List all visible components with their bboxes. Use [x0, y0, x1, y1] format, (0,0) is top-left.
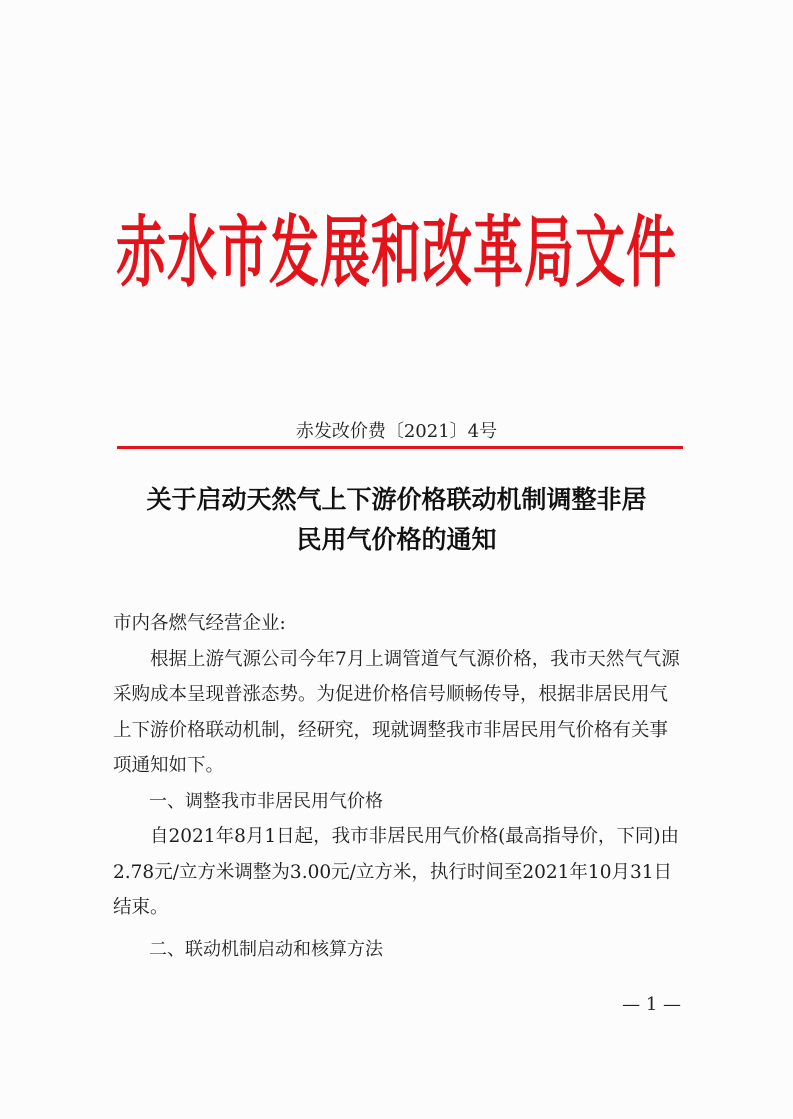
section-1-paragraph: 自2021年8月1日起，我市非居民用气价格(最高指导价，下同)由2.78元/立方米调整为3.00元/立方米，执行时间至2021年10月31日结束。	[113, 826, 680, 918]
page-number: — 1 —	[622, 994, 681, 1015]
notice-title	[0, 480, 793, 560]
intro-paragraph: 根据上游气源公司今年7月上调管道气气源价格，我市天然气气源采购成本呈现普涨态势。为促进价格信号顺畅传导，根据非居民用气上下游价格联动机制，经研究，现就调整我市非居民用气价格有关事项通知如下。	[113, 648, 680, 776]
notice-body	[113, 606, 683, 967]
section-1-heading: 一、调整我市非居民用气价格	[149, 790, 383, 812]
salutation: 市内各燃气经营企业:	[113, 613, 286, 634]
issuer-header-title: 赤水市发展和改革局文件	[116, 206, 677, 298]
red-separator-line	[117, 446, 683, 449]
notice-title-line-2: 民用气价格的通知	[296, 525, 497, 554]
notice-title-line-1: 关于启动天然气上下游价格联动机制调整非居	[146, 485, 647, 514]
section-2-heading: 二、联动机制启动和核算方法	[149, 938, 383, 960]
document-number: 赤发改价费〔2021〕4号	[295, 421, 498, 442]
